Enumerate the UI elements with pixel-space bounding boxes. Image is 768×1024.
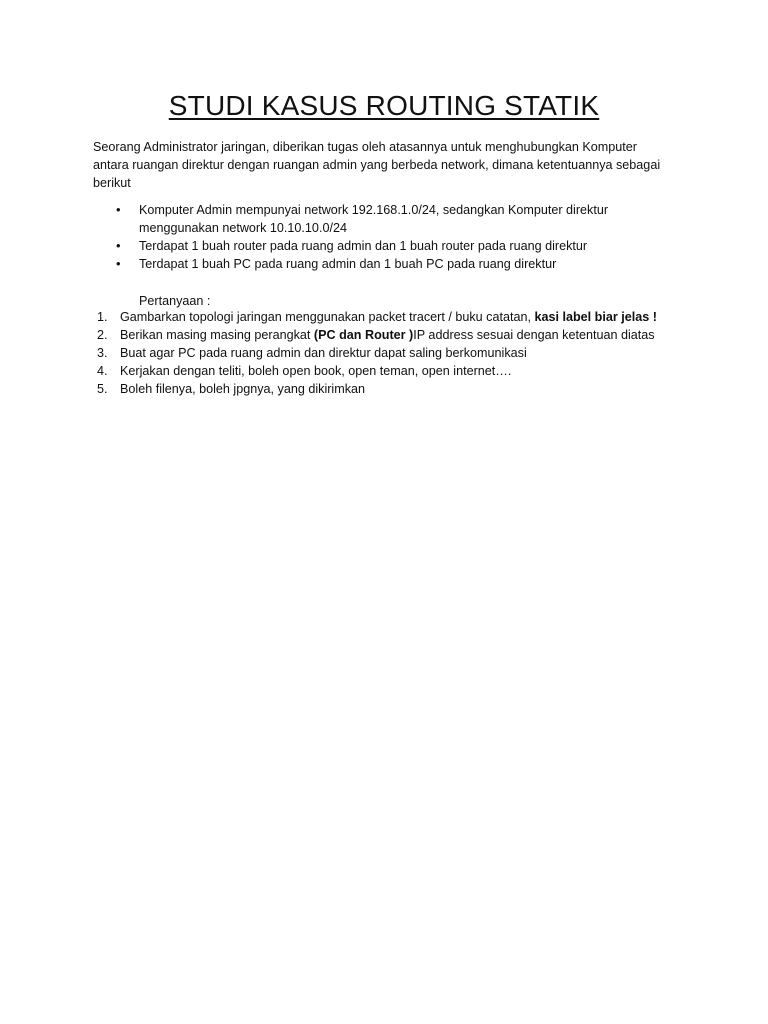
question-item bbox=[93, 326, 693, 344]
question-emphasis: kasi label biar jelas ! bbox=[534, 310, 657, 324]
questions-list bbox=[93, 308, 693, 398]
questions-heading: Pertanyaan : bbox=[139, 294, 211, 308]
question-text: Kerjakan dengan teliti, boleh open book, open teman, open internet…. bbox=[120, 364, 512, 378]
requirement-line: Komputer Admin mempunyai network 192.168.1.0/24, sedangkan Komputer direktur bbox=[139, 203, 609, 217]
question-number: 4. bbox=[97, 364, 108, 378]
requirement-line: Terdapat 1 buah router pada ruang admin dan 1 buah router pada ruang direktur bbox=[139, 239, 588, 253]
requirement-item bbox=[93, 201, 683, 237]
question-emphasis: (PC dan Router ) bbox=[313, 328, 414, 342]
question-number: 1. bbox=[97, 310, 108, 324]
document-title bbox=[0, 89, 768, 123]
requirement-line: Terdapat 1 buah PC pada ruang admin dan 1 buah PC pada ruang direktur bbox=[139, 257, 557, 271]
question-number: 5. bbox=[97, 382, 108, 396]
requirement-item bbox=[93, 255, 683, 273]
question-number: 3. bbox=[97, 346, 108, 360]
question-text: Buat agar PC pada ruang admin dan direktur dapat saling berkomunikasi bbox=[120, 346, 527, 360]
requirement-line: menggunakan network 10.10.10.0/24 bbox=[139, 221, 347, 235]
requirement-item bbox=[93, 237, 683, 255]
question-item bbox=[93, 308, 693, 326]
question-text: Berikan masing masing perangkat bbox=[120, 328, 314, 342]
question-item bbox=[93, 344, 693, 362]
question-item bbox=[93, 380, 693, 398]
question-number: 2. bbox=[97, 328, 108, 342]
question-text-continued: IP address sesuai dengan ketentuan diatas bbox=[413, 328, 655, 342]
document-title-text: STUDI KASUS ROUTING STATIK bbox=[168, 90, 600, 121]
question-text: Gambarkan topologi jaringan menggunakan packet tracert / buku catatan, bbox=[120, 310, 535, 324]
question-text: Boleh filenya, boleh jpgnya, yang dikirimkan bbox=[120, 382, 366, 396]
question-item bbox=[93, 362, 693, 380]
requirements-list bbox=[93, 201, 683, 273]
intro-paragraph: Seorang Administrator jaringan, diberikan tugas oleh atasannya untuk menghubungkan Komputer antara ruangan direktur dengan ruangan admin yang berbeda network, dimana ketentuannya sebagai berikut bbox=[93, 140, 661, 190]
